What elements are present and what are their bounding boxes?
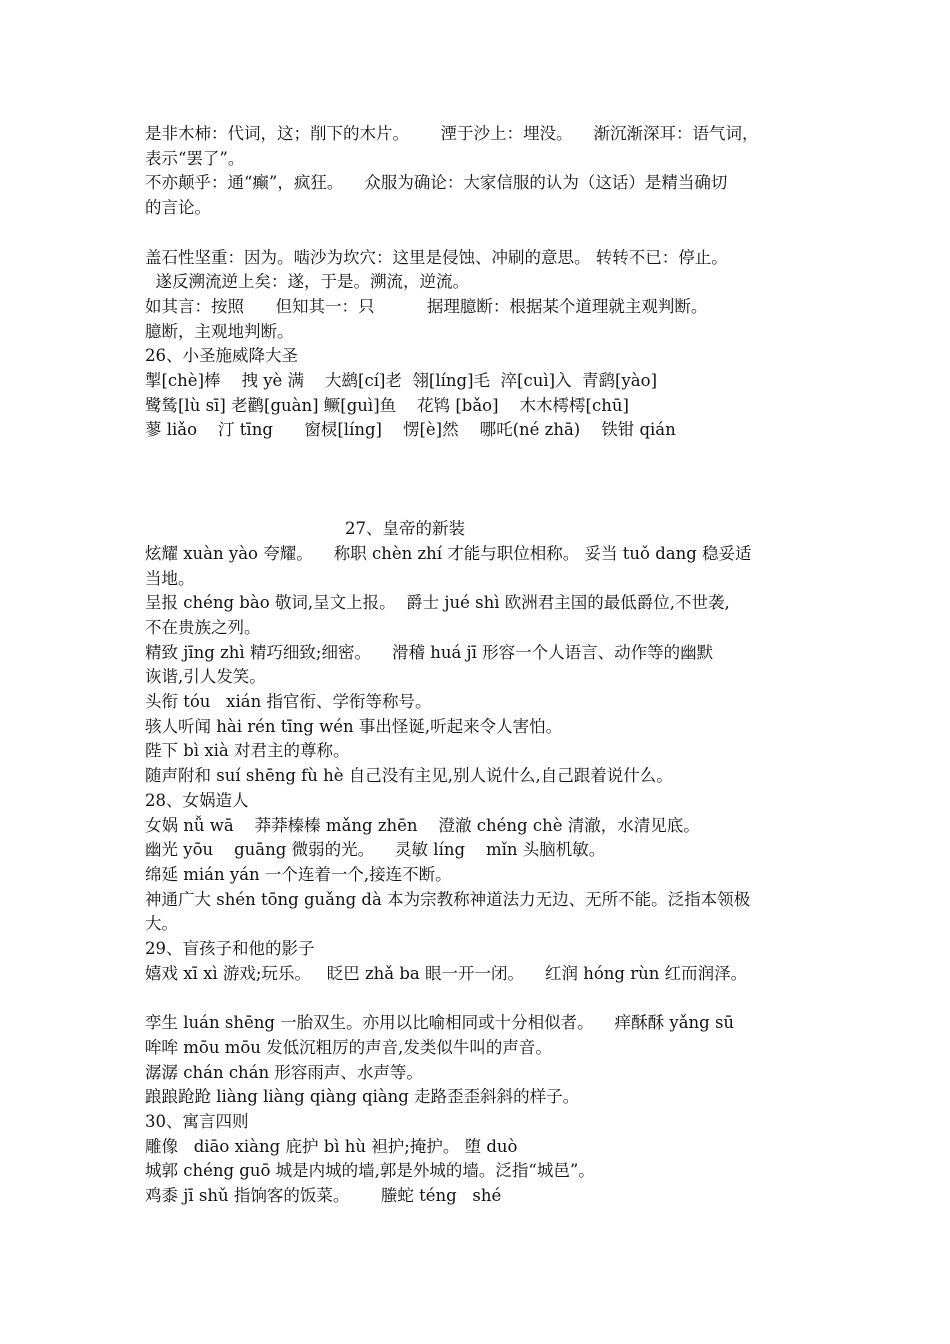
text-line: 陛下 bì xià 对君主的尊称。 xyxy=(145,741,350,761)
section-heading: 29、盲孩子和他的影子 xyxy=(145,939,315,959)
section-heading: 26、小圣施威降大圣 xyxy=(145,346,298,366)
text-line: 盖石性坚重：因为。啮沙为坎穴：这里是侵蚀、冲刷的意思。 转转不已：停止。 xyxy=(145,247,728,267)
text-line: 炫耀 xuàn yào 夸耀。 称职 chèn zhí 才能与职位相称。 妥当 tuǒ dang 稳妥适 xyxy=(145,543,752,563)
section-heading: 27、皇帝的新装 xyxy=(345,519,465,539)
text-line: 潺潺 chán chán 形容雨声、水声等。 xyxy=(145,1062,423,1082)
text-line: 鹭鸶[lù sī] 老鹳[guàn] 鳜[guì]鱼 花鸨 [bǎo] 木木樗樗[chū] xyxy=(145,395,629,415)
text-line: 是非木柿：代词，这；削下的木片。 湮于沙上：埋没。 渐沉渐深耳：语气词， xyxy=(145,124,759,143)
blank-line xyxy=(145,986,835,1011)
text-line: 女娲 nǚ wā 莽莽榛榛 mǎng zhēn 澄澈 chéng chè 清澈，水清见底。 xyxy=(145,815,700,835)
text-line: 随声附和 suí shēng fù hè 自己没有主见,别人说什么,自己跟着说什么。 xyxy=(145,766,673,786)
text-line: 的言论。 xyxy=(145,198,211,218)
section-heading: 28、女娲造人 xyxy=(145,790,249,810)
text-line: 幽光 yōu guāng 微弱的光。 灵敏 líng mǐn 头脑机敏。 xyxy=(145,840,606,860)
text-line: 不在贵族之列。 xyxy=(145,617,261,637)
text-line: 诙谐,引人发笑。 xyxy=(145,667,266,687)
text-line: 遂反溯流逆上矣：遂，于是。溯流，逆流。 xyxy=(145,272,469,292)
text-line: 当地。 xyxy=(145,568,195,588)
text-line: 孪生 luán shēng 一胎双生。亦用以比喻相同或十分相似者。 痒酥酥 yǎng sū xyxy=(145,1013,735,1033)
text-line: 精致 jīng zhì 精巧细致;细密。 滑稽 huá jī 形容一个人语言、动作等的幽默 xyxy=(145,642,714,662)
text-line: 不亦颠乎：通“癫”，疯狂。 众服为确论：大家信服的认为（这话）是精当确切 xyxy=(145,173,728,193)
text-line: 表示“罢了”。 xyxy=(145,148,245,168)
text-line: 哞哞 mōu mōu 发低沉粗厉的声音,发类似牛叫的声音。 xyxy=(145,1037,552,1057)
text-line: 嬉戏 xī xì 游戏;玩乐。 眨巴 zhǎ ba 眼一开一闭。 红润 hóng rùn 红而润泽。 xyxy=(145,963,748,983)
text-line: 绵延 mián yán 一个连着一个,接连不断。 xyxy=(145,864,452,884)
section-heading: 30、寓言四则 xyxy=(145,1111,249,1131)
text-line: 雕像 diāo xiàng 庇护 bì hù 袒护;掩护。 堕 duò xyxy=(145,1136,518,1156)
blank-gap xyxy=(145,443,835,517)
text-line: 大。 xyxy=(145,914,178,934)
text-line: 鸡黍 jī shǔ 指饷客的饭菜。 螣蛇 téng shé xyxy=(145,1186,502,1206)
text-line: 蓼 liǎo 汀 tīng 窗棂[líng] 愣[è]然 哪吒(né zhā) 铁钳 qián xyxy=(145,420,676,440)
text-line: 神通广大 shén tōng guǎng dà 本为宗教称神道法力无边、无所不能。泛指本领极 xyxy=(145,889,751,909)
text-line: 如其言：按照 但知其一：只 据理臆断：根据某个道理就主观判断。 xyxy=(145,296,708,316)
text-line: 臆断，主观地判断。 xyxy=(145,321,294,341)
text-line: 骇人听闻 hài rén tīng wén 事出怪诞,听起来令人害怕。 xyxy=(145,716,563,736)
document-page xyxy=(145,122,835,1209)
blank-line xyxy=(145,221,835,246)
text-line: 呈报 chéng bào 敬词,呈文上报。 爵士 jué shì 欧洲君主国的最低爵位,不世袭, xyxy=(145,593,730,613)
text-line: 头衔 tóu xián 指官衔、学衔等称号。 xyxy=(145,692,432,712)
text-line: 踉踉跄跄 liàng liàng qiàng qiàng 走路歪歪斜斜的样子。 xyxy=(145,1087,580,1107)
text-line: 掣[chè]棒 拽 yè 满 大鹚[cí]老 翎[líng]毛 淬[cuì]入 青鹞[yào] xyxy=(145,371,658,391)
text-line: 城郭 chéng guō 城是内城的墙,郭是外城的墙。泛指“城邑”。 xyxy=(145,1161,595,1181)
